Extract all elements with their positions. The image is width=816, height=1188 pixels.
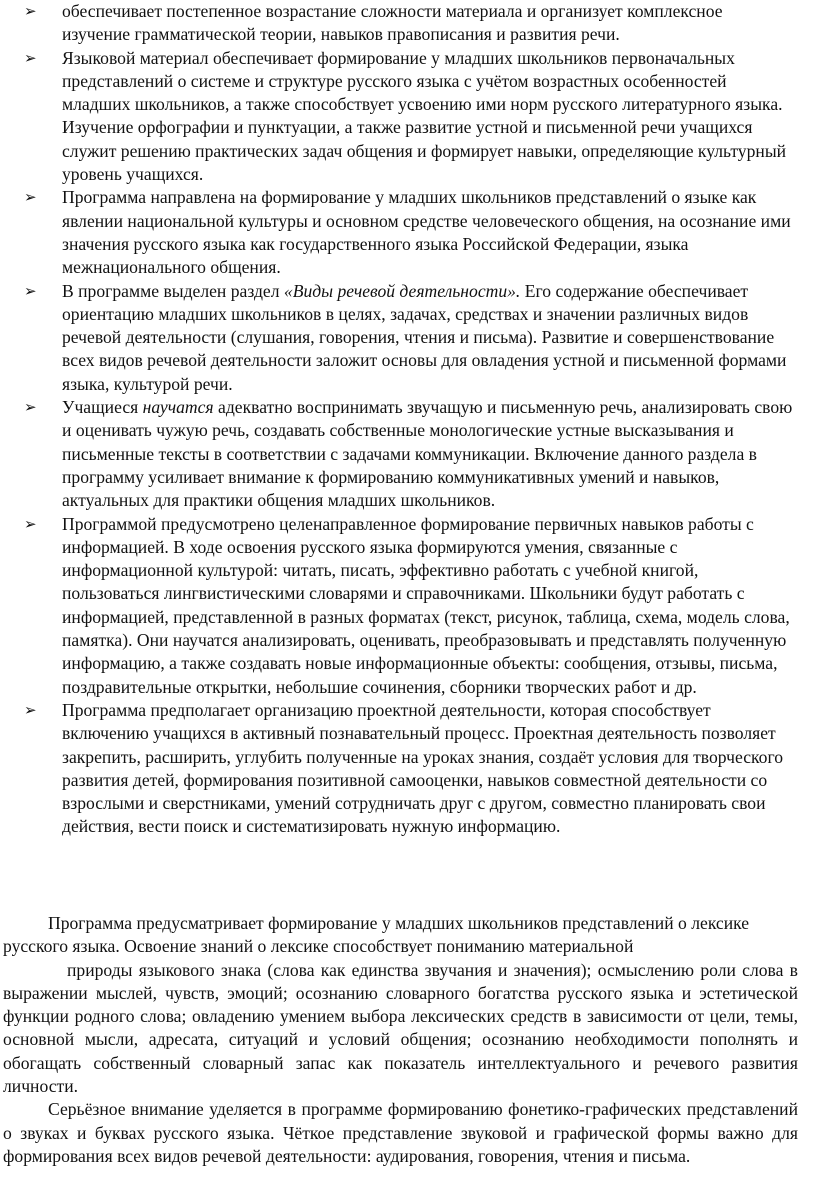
list-item-text: обеспечивает постепенное возрастание сложности материала и организует комплексное изучение грамматической теории, навыков правописания и развития речи. xyxy=(62,1,723,45)
arrow-bullet-icon: ➢ xyxy=(24,281,37,300)
arrow-bullet-icon: ➢ xyxy=(24,2,37,20)
arrow-bullet-icon: ➢ xyxy=(24,398,37,417)
list-item-italic: «Виды речевой деятельности». xyxy=(283,280,521,301)
paragraph-phonetics: Серьёзное внимание уделяется в программе формированию фонетико-графических представлений о звуках и буквах русского языка. Чёткое представление звуковой и графической формы важно для формирования всех видов речевой деятельности: аудирования, говорения, чтения и письма. xyxy=(3,1099,798,1166)
list-item-text: Программой предусмотрено целенаправленное формирование первичных навыков работы с информацией. В ходе освоения русского языка формируются умения, связанные с информационной культурой: читать, писать, эффективно работать с учебной книгой, пользоваться лингвистическими словарями и справочниками. Школьники будут работать с информацией, представленной в разных форматах (текст, рисунок, таблица, схема, модель слова, памятка). Они научатся анализировать, оценивать, преобразовывать и представлять полученную информацию, а также создавать новые информационные объекты: сообщения, отзывы, письма, поздравительные открытки, небольшие сочинения, сборники творческих работ и др. xyxy=(62,513,790,697)
list-item-italic: научатся xyxy=(142,397,214,418)
bullet-list xyxy=(24,0,794,839)
paragraph-lexicon-start: Программа предусматривает формирование у младших школьников представлений о лексике русского языка. Освоение знаний о лексике способствует пониманию материальной xyxy=(3,913,750,957)
list-item xyxy=(24,280,794,396)
arrow-bullet-icon: ➢ xyxy=(24,188,37,207)
list-item-text: Языковой материал обеспечивает формирование у младших школьников первоначальных представлений о системе и структуре русского языка с учётом возрастных особенностей младших школьников, а также способствует усвоению ими норм русского литературного языка. Изучение орфографии и пунктуации, а также развитие устной и письменной речи учащихся служит решению практических задач общения и формирует навыки, определяющие культурный уровень учащихся. xyxy=(62,47,787,185)
arrow-bullet-icon: ➢ xyxy=(24,48,37,67)
list-item xyxy=(24,186,794,279)
list-item-text-post: адекватно воспринимать звучащую и письменную речь, анализировать свою и оценивать чужую речь, создавать собственные монологические устные высказывания и письменные тексты в соответствии с задачами коммуникации. Включение данного раздела в программу усиливает внимание к формированию коммуникативных умений и навыков, актуальных для практики общения младших школьников. xyxy=(62,397,793,511)
arrow-bullet-icon: ➢ xyxy=(24,514,37,533)
list-item-text-pre: Учащиеся xyxy=(62,397,143,418)
list-item xyxy=(24,396,794,512)
body-paragraphs xyxy=(0,912,798,1168)
list-item xyxy=(24,0,794,47)
list-item xyxy=(24,513,794,699)
list-item-text: Программа предполагает организацию проектной деятельности, которая способствует включению учащихся в активный познавательный процесс. Проектная деятельность позволяет закрепить, расширить, углубить полученные на уроках знания, создаёт условия для творческого развития детей, формирования позитивной самооценки, навыков совместной деятельности со взрослыми и сверстниками, умений сотрудничать друг с другом, совместно планировать свои действия, вести поиск и систематизировать нужную информацию. xyxy=(62,699,784,837)
list-item-text-post: Его содержание обеспечивает ориентацию младших школьников в целях, задачах, средствах и значении различных видов речевой деятельности (слушания, говорения, чтения и письма). Развитие и совершенствование всех видов речевой деятельности заложит основы для овладения устной и письменной формами языка, культурой речи. xyxy=(62,280,787,394)
arrow-bullet-icon: ➢ xyxy=(24,700,37,719)
list-item xyxy=(24,699,794,839)
paragraph-lexicon-continued: природы языкового знака (слова как единства звучания и значения); осмыслению роли слова в выражении мыслей, чувств, эмоций; осознанию словарного богатства русского языка и эстетической функции родного слова; овладению умением выбора лексических средств в зависимости от цели, темы, основной мысли, адресата, ситуаций и условий общения; осознанию необходимости пополнять и обогащать собственный словарный запас как показатель интеллектуального и речевого развития личности. xyxy=(3,959,798,1097)
list-item-text-pre: В программе выделен раздел xyxy=(62,280,284,301)
list-item-text: Программа направлена на формирование у младших школьников представлений о языке как явлении национальной культуры и основном средстве человеческого общения, на осознание ими значения русского языка как государственного языка Российской Федерации, языка межнационального общения. xyxy=(62,187,791,278)
list-item xyxy=(24,47,794,187)
